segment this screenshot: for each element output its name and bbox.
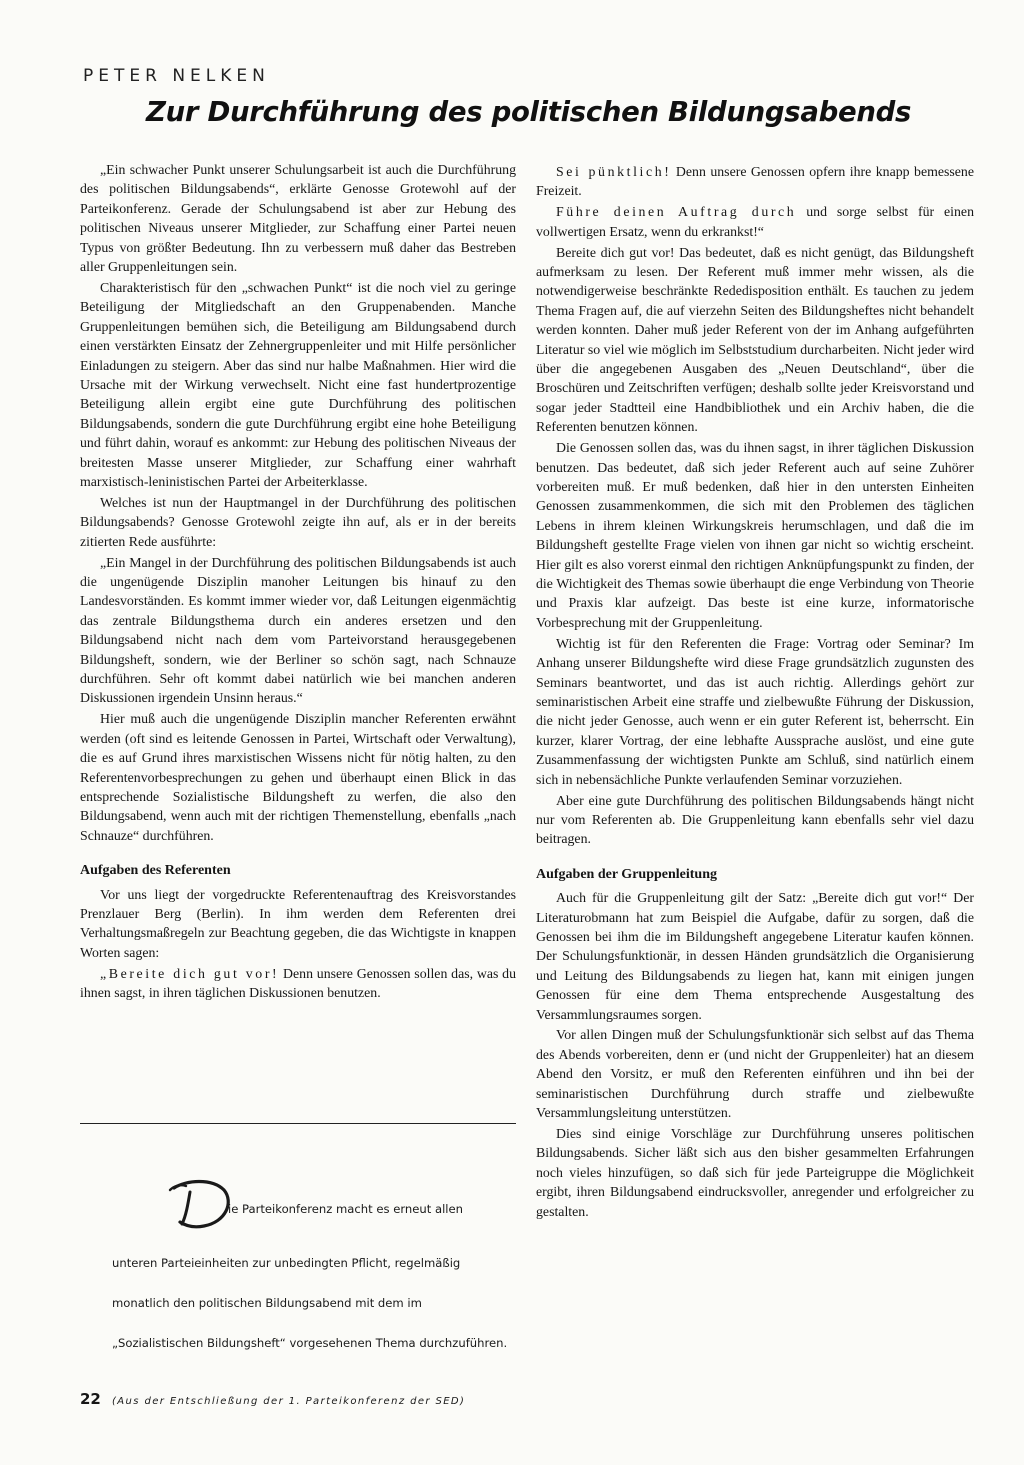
right-column: [536, 160, 974, 1223]
paragraph: Auch für die Gruppenleitung gilt der Satz: „Bereite dich gut vor!“ Der Literaturobmann hat zum Beispiel die Aufgabe, dafür zu sorgen, daß die Genossen bei ihm die im Bildungsheft angegebene Literatur kaufen können. Der Schulungsfunktionär, in dessen Händen grundsätzlich die Organisierung und Leitung des Bildungsabends zu liegen hat, kann mit einigen jungen Genossen für eine dem Thema entsprechende Ausgestaltung des Versammlungsraumes sorgen.: [536, 890, 974, 1022]
decorative-initial-d-icon: [168, 1176, 232, 1232]
quote-line: unteren Parteieinheiten zur unbedingten Pflicht, regelmäßig: [112, 1256, 461, 1270]
paragraph-text: Denn unsere Genossen opfern ihre knapp bemessene Freizeit.: [536, 164, 974, 199]
paragraph: Vor allen Dingen muß der Schulungsfunktionär sich selbst auf das Thema des Abends vorbereiten, denn er (und nicht der Gruppenleiter) hat an diesem Abend den Vorsitz, er muß den Referenten einführen und ihn bei der seminaristischen Durchführung durch straffe und zielbewußte Versammlungsleitung unterstützen.: [536, 1027, 974, 1121]
paragraph-text: und sorge selbst für einen vollwertigen Ersatz, wenn du erkrankst!“: [536, 204, 974, 239]
rule-paragraph: [536, 162, 974, 201]
paragraph: Wichtig ist für den Referenten die Frage: Vortrag oder Seminar? Im Anhang unserer Bildungshefte wird diese Frage grundsätzlich zugunsten des Seminars beantwortet, und das ist auch richtig. Allerdings gehört zur seminaristischen Arbeit eine straffe und zielbewußte Führung der Diskussion, die nicht jeder Genosse, auch wenn er ein guter Referent ist, beherrscht. Ein kurzer, klarer Vortrag, der eine lebhafte Aussprache auslöst, und eine gute Zusammenfassung der wichtigsten Punkte am Schluß, sind natürlich einem sich in nebensächliche Punkte verlaufenden Seminar vorzuziehen.: [536, 635, 974, 787]
paragraph: Die Genossen sollen das, was du ihnen sagst, in ihrer täglichen Diskussion benutzen. Das bedeutet, daß sich jeder Referent auch auf seine Zuhörer vorbereiten muß. Er muß bedenken, daß hier in den untersten Einheiten Genossen zusammenkommen, die sich mit den Problemen des täglichen Lebens in ihrem kleinen Wirkungskreis herumschlagen, und daß die im Bildungsheft gestellte Frage vielen von ihnen gar nicht so wichtig erscheint. Hier gilt es also vorerst einmal den richtigen Anknüpfungspunkt zu finden, der die Wichtigkeit des Themas sowie überhaupt die enge Verbindung von Theorie und Praxis klar aufzeigt. Das beste ist eine kurze, informatorische Vorbesprechung mit der Gruppenleitung.: [536, 440, 974, 630]
paragraph: Dies sind einige Vorschläge zur Durchführung unseres politischen Bildungsabends. Sicher läßt sich aus den bisher gesammelten Erfahrungen noch vieles hinzufügen, so daß sich für jede Parteigruppe die Möglichkeit ergibt, ihren Bildungsabend eindrucksvoller, anregender und erfolgreicher zu gestalten.: [536, 1126, 974, 1219]
paragraph: Charakteristisch für den „schwachen Punkt“ ist die noch viel zu geringe Beteiligung der Mitgliedschaft an den Gruppenabenden. Manche Gruppenleitungen bemühen sich, die Beteiligung am Bildungsabend durch einen verstärkten Einsatz der Zehnergruppenleiter und mit Hilfe persönlicher Einladungen zu steigern. Aber das sind nur halbe Maßnahmen. Hier wird die Ursache mit der Wirkung verwechselt. Nicht eine fast hundertprozentige Beteiligung allein ergibt eine gute Durchführung des politischen Bildungsabends, sondern die gute Durchführung ergibt eine hohe Beteiligung und führt dahin, worauf es ankommt: zur Hebung des politischen Niveaus der breitesten Masse unserer Mitglieder, zur Schaffung einer wahrhaft marxistisch-leninistischen Partei der Arbeiterklasse.: [80, 279, 516, 489]
section-heading: Aufgaben des Referenten: [80, 863, 231, 879]
author-name: PETER NELKEN: [83, 66, 270, 86]
spaced-emphasis: „Bereite dich gut vor!: [100, 965, 280, 981]
page-number: 22: [80, 1390, 101, 1408]
left-column: [80, 160, 516, 1004]
quote-source: (Aus der Entschließung der 1. Parteikonferenz der SED): [112, 1396, 466, 1407]
quote-line: monatlich den politischen Bildungsabend mit dem im: [112, 1296, 422, 1310]
horizontal-rule: [80, 1123, 516, 1124]
rule-paragraph: [80, 964, 516, 1003]
paragraph: Vor uns liegt der vorgedruckte Referentenauftrag des Kreisvorstandes Prenzlauer Berg (Berlin). In ihm werden dem Referenten drei Verhaltungsmaßregeln zur Beachtung gegeben, die das Wichtigste in knappen Worten sagen:: [80, 886, 516, 960]
spaced-emphasis: Sei pünktlich!: [556, 164, 672, 179]
quote-line: „Sozialistischen Bildungsheft“ vorgesehenen Thema durchzuführen.: [112, 1336, 508, 1350]
article-title: Zur Durchführung des politischen Bildungsabends: [146, 96, 912, 128]
quoted-paragraph: „Ein Mangel in der Durchführung des politischen Bildungsabends ist auch die ungenügende Disziplin manoher Leitungen bis hinauf zu den Landesvorständen. Es kommt immer wieder vor, daß Leitungen eigenmächtig das zentrale Bildungsthema durch ein anderes ersetzen und den Bildungsabend nicht nach dem vom Parteivorstand herausgegebenen Bildungsheft, sondern, wie der Berliner so schön sagt, nach Schnauze durchführen. Sehr oft kommt dabei natürlich wie bei manchen anderen Diskussionen irgendein Unsinn heraus.“: [80, 554, 516, 706]
paragraph: Bereite dich gut vor! Das bedeutet, daß es nicht genügt, das Bildungsheft aufmerksam zu lesen. Der Referent muß immer mehr wissen, als die notwendigerweise beschränkte Rededisposition enthält. Es tauchen zu jedem Thema Fragen auf, die auf vierzehn Seiten des Bildungsheftes nicht behandelt werden konnten. Daher muß jeder Referent von der im Anhang aufgeführten Literatur so viel wie möglich im Selbststudium durcharbeiten. Nicht jeder wird über die angegebenen Ausgaben des „Neuen Deutschland“, über die Broschüren und Zeitschriften verfügen; deshalb sollte jeder Kreisvorstand und sogar jeder Stadtteil eine Handbibliothek und ein Archiv haben, die die Referenten benutzen können.: [536, 244, 974, 435]
quote-line: ie Parteikonferenz macht es erneut allen: [228, 1202, 463, 1216]
rule-paragraph: [536, 202, 974, 241]
paragraph: „Ein schwacher Punkt unserer Schulungsarbeit ist auch die Durchführung des politischen Bildungsabends“, erklärte Genosse Grotewohl auf der Parteikonferenz. Gerade der Schulungsabend ist aber zur Hebung des politischen Niveaus unserer Mitglieder, zur Schaffung einer Partei neuen Typus von größter Bedeutung. Ihn zu verbessern muß daher das Bestreben aller Gruppenleitungen sein.: [80, 162, 516, 275]
paragraph: Aber eine gute Durchführung des politischen Bildungsabends hängt nicht nur vom Referenten ab. Die Gruppenleitung kann ebenfalls sehr viel dazu beitragen.: [536, 792, 974, 847]
section-heading: Aufgaben der Gruppenleitung: [536, 866, 717, 882]
paragraph-text: Denn unsere Genossen sollen das, was du ihnen sagst, in ihren täglichen Diskussionen benutzen.: [80, 965, 516, 1001]
paragraph: Welches ist nun der Hauptmangel in der Durchführung des politischen Bildungsabends? Genosse Grotewohl zeigte ihn auf, als er in der bereits zitierten Rede ausführte:: [80, 494, 516, 549]
spaced-emphasis: Führe deinen Auftrag durch: [556, 204, 797, 220]
paragraph: Hier muß auch die ungenügende Disziplin mancher Referenten erwähnt werden (oft sind es leitende Genossen in Partei, Wirtschaft oder Verwaltung), die es auf Grund ihres marxistischen Wissens nicht für nötig halten, zu den Referentenvorbesprechungen zu gehen und überhaupt einen Blick in das entsprechende Sozialistische Bildungsheft zu werfen, die also den Bildungsabend, wenn auch mit der richtigen Themenstellung, ebenfalls „nach Schnauze“ durchführen.: [80, 711, 516, 843]
